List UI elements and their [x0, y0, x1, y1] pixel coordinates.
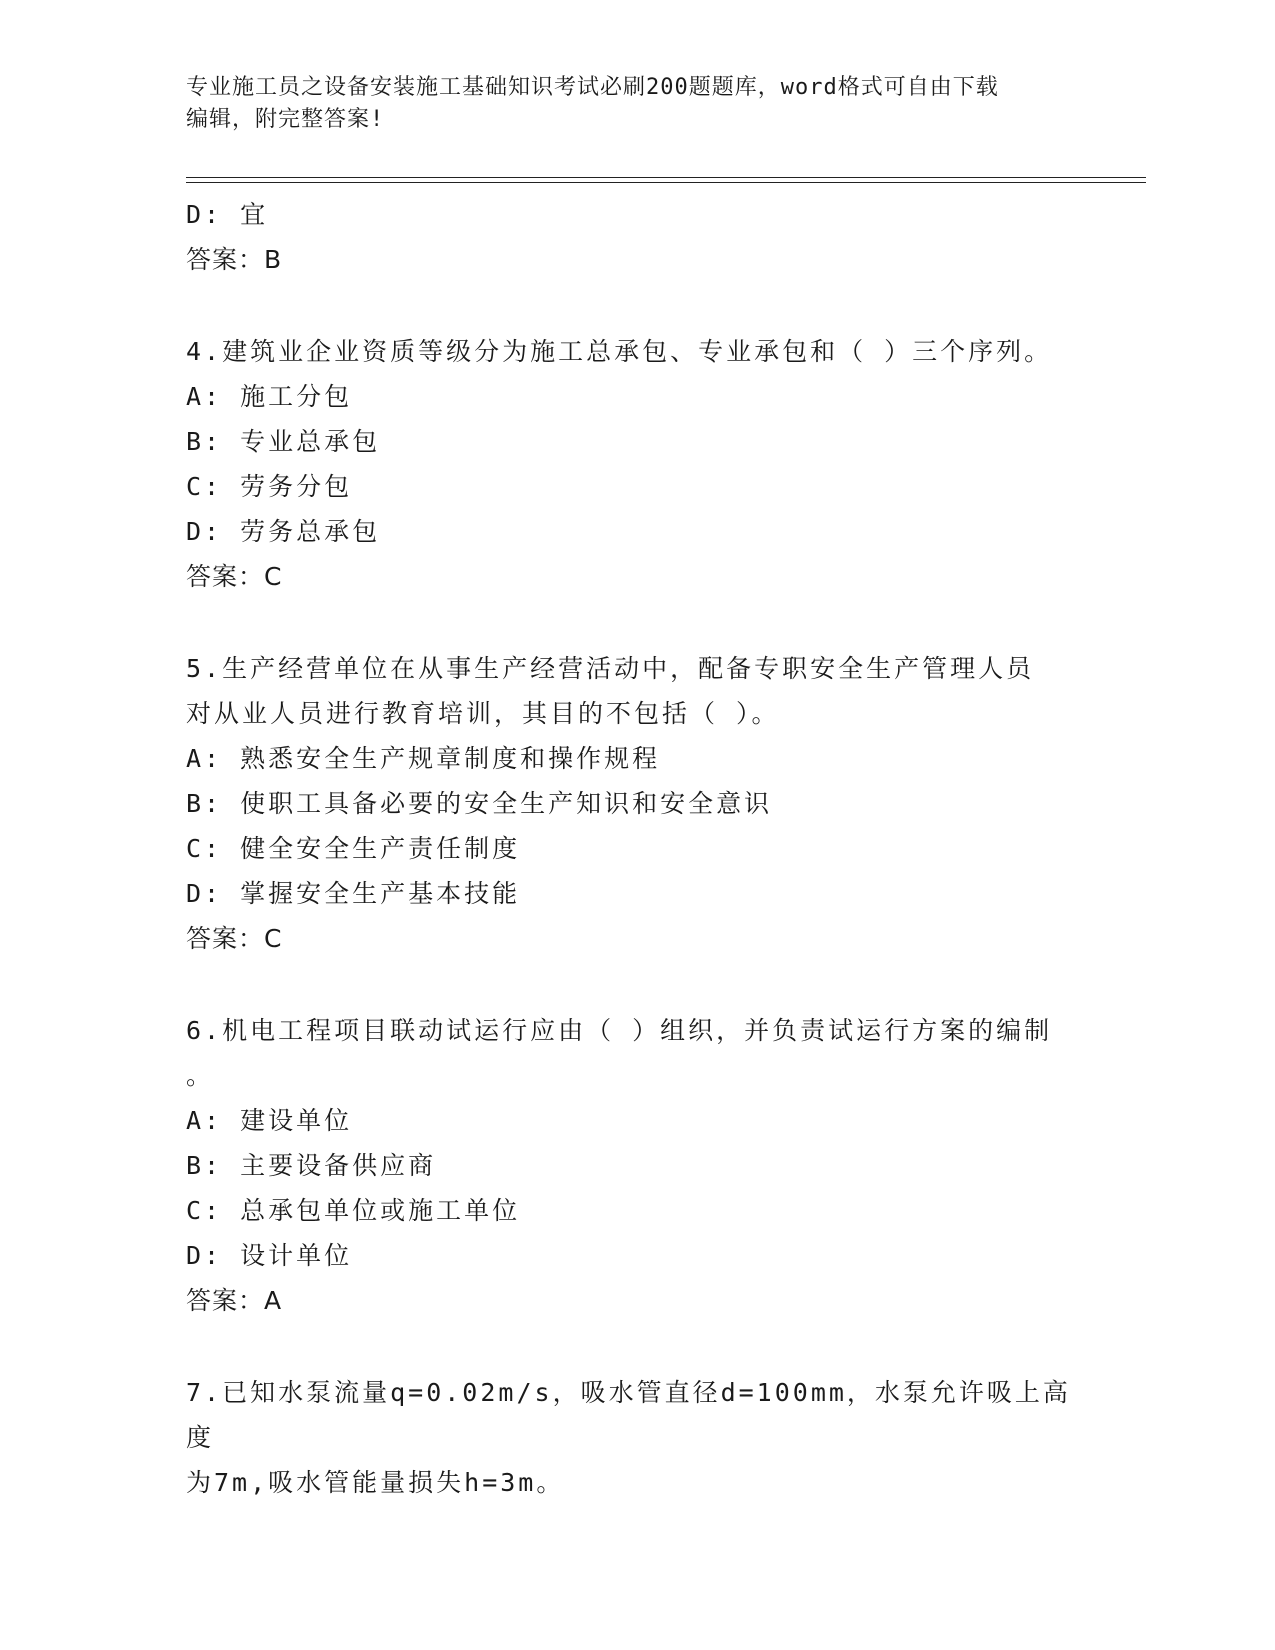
prev-answer: 答案：B — [186, 245, 283, 274]
option-a: A: 熟悉安全生产规章制度和操作规程 — [186, 744, 661, 773]
option-a: A: 建设单位 — [186, 1106, 353, 1135]
header-divider-top — [186, 177, 1146, 178]
option-b: B: 主要设备供应商 — [186, 1151, 437, 1180]
option-a: A: 施工分包 — [186, 382, 353, 411]
question-stem-line-2: 对从业人员进行教育培训，其目的不包括（ ）。 — [186, 699, 780, 728]
option-d: D: 设计单位 — [186, 1241, 353, 1270]
answer: 答案：C — [186, 562, 283, 591]
option-c: C: 总承包单位或施工单位 — [186, 1196, 521, 1225]
document-header — [186, 72, 1086, 136]
question-4 — [186, 329, 1086, 599]
question-6 — [186, 1008, 1086, 1323]
header-line-1: 专业施工员之设备安装施工基础知识考试必刷200题题库，word格式可自由下载 — [186, 75, 999, 100]
question-stem-line-1: 6.机电工程项目联动试运行应由（ ）组织，并负责试运行方案的编制 — [186, 1016, 1053, 1045]
question-stem: 4.建筑业企业资质等级分为施工总承包、专业承包和（ ）三个序列。 — [186, 337, 1053, 366]
question-5 — [186, 646, 1086, 961]
question-7 — [186, 1370, 1086, 1505]
option-c: C: 健全安全生产责任制度 — [186, 834, 521, 863]
option-b: B: 使职工具备必要的安全生产知识和安全意识 — [186, 789, 773, 818]
header-divider-bottom — [186, 182, 1146, 183]
answer: 答案：C — [186, 924, 283, 953]
question-list — [186, 192, 1086, 1505]
question-stem-line-1: 5.生产经营单位在从事生产经营活动中，配备专职安全生产管理人员 — [186, 654, 1035, 683]
question-stem-line-2: 为7m,吸水管能量损失h=3m。 — [186, 1468, 565, 1497]
answer: 答案：A — [186, 1286, 283, 1315]
question-stem-line-2: 。 — [186, 1061, 215, 1090]
prev-option-d: D: 宜 — [186, 200, 269, 229]
header-line-2: 编辑，附完整答案! — [186, 107, 385, 132]
option-b: B: 专业总承包 — [186, 427, 381, 456]
option-d: D: 劳务总承包 — [186, 517, 381, 546]
question-stem-line-1: 7.已知水泵流量q=0.02m/s，吸水管直径d=100mm，水泵允许吸上高度 — [186, 1378, 1071, 1452]
option-d: D: 掌握安全生产基本技能 — [186, 879, 521, 908]
option-c: C: 劳务分包 — [186, 472, 353, 501]
